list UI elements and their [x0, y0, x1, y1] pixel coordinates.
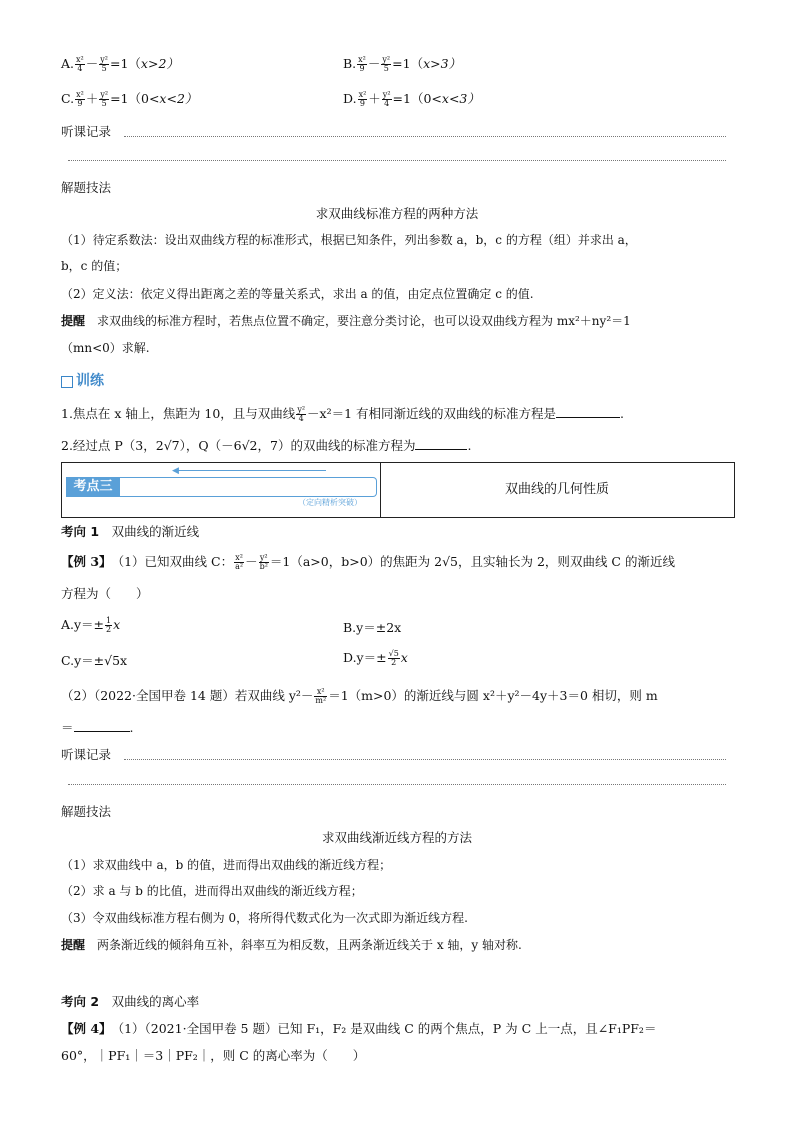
- technique-item: （2）定义法：依定义得出距离之差的等量关系式，求出 a 的值，由定点位置确定 c 的值.: [61, 287, 534, 301]
- fraction: [382, 91, 392, 108]
- fraction: [381, 56, 391, 73]
- item-text: －x²＝1 有相同渐近线的双曲线的标准方程是: [307, 406, 557, 421]
- numerator: y²: [100, 55, 108, 64]
- direction-label: 考向 1: [61, 524, 100, 539]
- numerator: y²: [382, 55, 391, 64]
- denominator: 5: [101, 99, 107, 108]
- item-text: 2.经过点 P（3，2√7），Q（－6√2，7）的双曲线的标准方程为: [61, 438, 416, 453]
- numerator: x²: [358, 55, 366, 64]
- numerator: x²: [76, 55, 84, 64]
- example-text: ＝1（m>0）的渐近线与圆 x²＋y²－4y＋3＝0 相切，则 m: [328, 688, 658, 703]
- fraction: [105, 617, 112, 634]
- denominator: 4: [77, 64, 83, 73]
- example-text: （1）（2021·全国甲卷 5 题）已知 F₁，F₂ 是双曲线 C 的两个焦点，P 为 C 上一点，且∠F₁PF₂＝: [117, 1021, 657, 1036]
- numerator: √5: [388, 649, 399, 658]
- training-label: 训练: [76, 373, 104, 389]
- option-a: [61, 615, 120, 634]
- numerator: x²: [76, 90, 84, 99]
- example-3-part-2: [61, 686, 658, 705]
- option-b: B.y＝±2x: [343, 620, 402, 635]
- denominator: a²: [235, 562, 244, 571]
- example-3-part-1: 【例 3】 （1）已知双曲线 C： $\frac{\text{x²}}{\text{a²}}$ － $\frac{\text{y²}}{\text{b²}}$ ＝1（a>0，b>0）的焦距为 2√5，且实轴长为 2，则双曲线 C 的渐近线: [61, 553, 675, 571]
- example-3-answer: [61, 718, 134, 736]
- section-bar: [120, 477, 377, 497]
- notes-line: [124, 759, 726, 760]
- denominator: 9: [77, 99, 83, 108]
- example-text: （2）（2022·全国甲卷 14 题）若双曲线 y²－: [61, 688, 314, 703]
- option-d: [343, 648, 408, 667]
- option-rel: =1（0<: [392, 91, 442, 106]
- fraction: [234, 554, 244, 571]
- fraction: [296, 406, 306, 423]
- numerator: x²: [358, 90, 367, 99]
- fraction: [99, 56, 109, 73]
- item-end: .: [467, 438, 472, 453]
- direction-title: 双曲线的离心率: [111, 994, 200, 1009]
- option-c: C.y＝±√5x: [61, 653, 128, 668]
- fraction: [75, 56, 85, 73]
- tip: [61, 936, 522, 953]
- option-rel: =1（0<: [110, 91, 160, 106]
- example-text: ＝1（a>0，b>0）的焦距为 2√5，且实轴长为 2，则双曲线 C 的渐近线: [269, 554, 675, 569]
- item-text: 1.焦点在 x 轴上，焦距为 10，且与双曲线: [61, 406, 296, 421]
- denominator: b²: [259, 562, 268, 571]
- option-cond: x>3）: [423, 56, 462, 71]
- denominator: 2: [391, 658, 397, 667]
- tip: [61, 312, 631, 329]
- option-d: D. $\frac{\text{x²}}{9}$ ＋ $\frac{\text{y²}}{4}$ =1（0<x<3）: [343, 90, 480, 108]
- option-cond: x<2）: [159, 91, 198, 106]
- option-a: A. $\frac{\text{x²}}{4}$ － $\frac{\text{y²}}{5}$ =1（x>2）: [61, 55, 179, 73]
- fraction: [259, 554, 269, 571]
- fraction: [388, 650, 400, 667]
- section-title: 双曲线的几何性质: [504, 482, 609, 497]
- tip-text: 两条渐近线的倾斜角互补，斜率互为相反数，且两条渐近线关于 x 轴，y 轴对称.: [97, 938, 522, 952]
- denominator: 9: [359, 99, 365, 108]
- option-cond: x<3）: [441, 91, 480, 106]
- numerator: y²: [100, 90, 109, 99]
- fraction: [99, 91, 109, 108]
- notes-line: [68, 784, 726, 785]
- denominator: 4: [298, 414, 304, 423]
- item-end: .: [620, 406, 625, 421]
- fraction: [357, 56, 367, 73]
- answer-blank[interactable]: [556, 417, 620, 418]
- arrow-line: [176, 470, 326, 471]
- section-subtitle: （定向精析突破）: [298, 498, 362, 507]
- denominator: 4: [384, 99, 390, 108]
- numerator: 1: [106, 616, 112, 625]
- option-cond: x>2）: [140, 56, 179, 71]
- fraction: [358, 91, 368, 108]
- example-4-line-1: [61, 1019, 656, 1037]
- answer-blank[interactable]: [415, 449, 467, 450]
- direction-label: 考向 2: [61, 994, 100, 1009]
- option-var: x: [113, 617, 121, 632]
- denominator: m²: [315, 696, 327, 705]
- direction-heading: [61, 522, 199, 540]
- tip-label: 提醒: [61, 938, 86, 952]
- example-tag: 【例 3】: [61, 554, 106, 569]
- direction-title: 双曲线的渐近线: [111, 524, 200, 539]
- option-label: D.: [343, 91, 357, 106]
- numerator: y²: [259, 553, 268, 562]
- option-text: A.y＝±: [61, 617, 105, 632]
- example-text: ＝: [61, 720, 74, 735]
- option-text: D.y＝±: [343, 650, 387, 665]
- option-label: C.: [61, 91, 75, 106]
- tip-text: 求双曲线的标准方程时，若焦点位置不确定，要注意分类讨论，也可以设双曲线方程为 mx²＋ny²＝1: [97, 314, 631, 328]
- example-4-line-2: 60°，｜PF₁｜＝3｜PF₂｜，则 C 的离心率为（ ）: [61, 1048, 366, 1063]
- direction-heading: [61, 992, 199, 1010]
- technique-item: （3）令双曲线标准方程右侧为 0，将所得代数式化为一次式即为渐近线方程.: [61, 911, 468, 925]
- edit-icon: [61, 376, 73, 388]
- numerator: y²: [382, 90, 391, 99]
- technique-item: （2）求 a 与 b 的比值，进而得出双曲线的渐近线方程；: [61, 884, 363, 898]
- technique-title: 求双曲线标准方程的两种方法: [315, 206, 479, 221]
- option-b: B. $\frac{\text{x²}}{9}$ － $\frac{\text{y²}}{5}$ =1（x>3）: [343, 55, 462, 73]
- item-end: .: [129, 720, 134, 735]
- option-label: A.: [61, 56, 75, 71]
- fraction: [75, 91, 85, 108]
- option-rel: =1（: [392, 56, 424, 71]
- technique-label: 解题技法: [61, 180, 112, 195]
- section-tag: 考点三: [66, 477, 120, 497]
- training-item-1: [61, 404, 624, 423]
- section-tag-area: [62, 463, 381, 517]
- numerator: y²: [297, 405, 306, 414]
- technique-item: （1）求双曲线中 a，b 的值，进而得出双曲线的渐近线方程；: [61, 858, 392, 872]
- tip-label: 提醒: [61, 314, 86, 328]
- tip-text: （mn<0）求解.: [61, 341, 150, 355]
- numerator: x²: [235, 553, 243, 562]
- answer-blank[interactable]: [74, 731, 130, 732]
- denominator: 5: [101, 64, 107, 73]
- numerator: x²: [314, 688, 327, 697]
- denominator: 2: [106, 625, 112, 634]
- example-text: （1）已知双曲线 C：: [117, 554, 234, 569]
- example-tag: 【例 4】: [61, 1021, 106, 1036]
- notes-line: [124, 136, 726, 137]
- technique-item: （1）待定系数法：设出双曲线方程的标准形式，根据已知条件，列出参数 a，b，c 的方程（组）并求出 a，: [61, 233, 637, 247]
- technique-item: b，c 的值；: [61, 259, 128, 273]
- training-item-2: [61, 436, 471, 454]
- training-header: [61, 370, 104, 390]
- option-rel: =1（: [109, 56, 141, 71]
- option-c: C. $\frac{\text{x²}}{9}$ ＋ $\frac{\text{y²}}{5}$ =1（0<x<2）: [61, 90, 198, 108]
- notes-line: [68, 160, 726, 161]
- option-label: B.: [343, 56, 357, 71]
- denominator: 5: [383, 64, 389, 73]
- technique-title: 求双曲线渐近线方程的方法: [321, 830, 472, 845]
- notes-label: 听课记录: [61, 124, 112, 139]
- arrow-left-icon: ◀: [172, 466, 179, 476]
- example-text: 方程为（ ）: [61, 586, 149, 601]
- fraction: [314, 688, 327, 705]
- technique-label: 解题技法: [61, 804, 112, 819]
- notes-label: 听课记录: [61, 747, 112, 762]
- section-header-box: [61, 462, 735, 518]
- option-var: x: [400, 650, 408, 665]
- denominator: 9: [359, 64, 365, 73]
